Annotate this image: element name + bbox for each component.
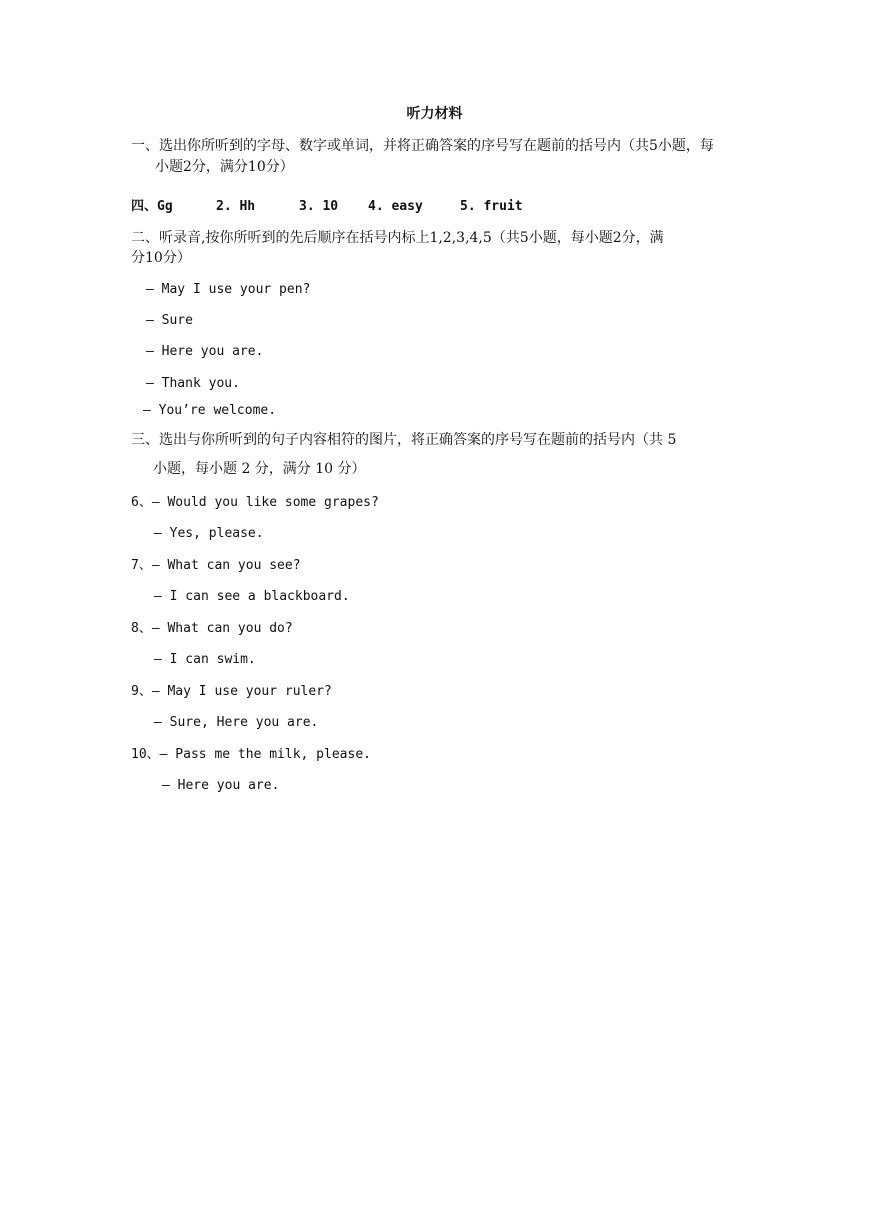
dialogue-line: — Thank you. <box>146 376 240 391</box>
page-title: 听力材料 <box>406 106 463 122</box>
dialogue-line: — You’re welcome. <box>143 403 277 418</box>
answer-item: 四、Gg <box>131 199 173 214</box>
answer-line: — I can see a blackboard. <box>154 589 350 604</box>
answer-item: 3. 10 <box>299 199 339 214</box>
question-line: 10、— Pass me the milk, please. <box>131 747 371 762</box>
answer-line: — Here you are. <box>162 778 280 793</box>
section1-heading-line1: 一、选出你所听到的字母、数字或单词，并将正确答案的序号写在题前的括号内（共5小题，每 <box>131 138 714 154</box>
section2-heading-line1: 二、听录音,按你所听到的先后顺序在括号内标上1,2,3,4,5（共5小题，每小题2分，满 <box>131 230 664 246</box>
dialogue-line: — Sure <box>146 313 193 328</box>
section2-heading-line2: 分10分） <box>131 250 191 266</box>
dialogue-line: — Here you are. <box>146 344 264 359</box>
section3-heading-line1: 三、选出与你所听到的句子内容相符的图片，将正确答案的序号写在题前的括号内（共 5 <box>131 432 677 448</box>
section1-answers <box>0 197 869 217</box>
answer-item: 2. Hh <box>216 199 256 214</box>
question-line: 8、— What can you do? <box>131 621 293 636</box>
answer-item: 5. fruit <box>460 199 523 214</box>
question-line: 7、— What can you see? <box>131 558 301 573</box>
answer-item: 4. easy <box>368 199 423 214</box>
answer-line: — Yes, please. <box>154 526 264 541</box>
section3-heading-line2: 小题，每小题 2 分，满分 10 分） <box>153 461 366 477</box>
dialogue-line: — May I use your pen? <box>146 282 311 297</box>
question-line: 9、— May I use your ruler? <box>131 684 332 699</box>
answer-line: — I can swim. <box>154 652 256 667</box>
section1-heading-line2: 小题2分，满分10分） <box>155 159 294 175</box>
question-line: 6、— Would you like some grapes? <box>131 495 379 510</box>
answer-line: — Sure, Here you are. <box>154 715 319 730</box>
